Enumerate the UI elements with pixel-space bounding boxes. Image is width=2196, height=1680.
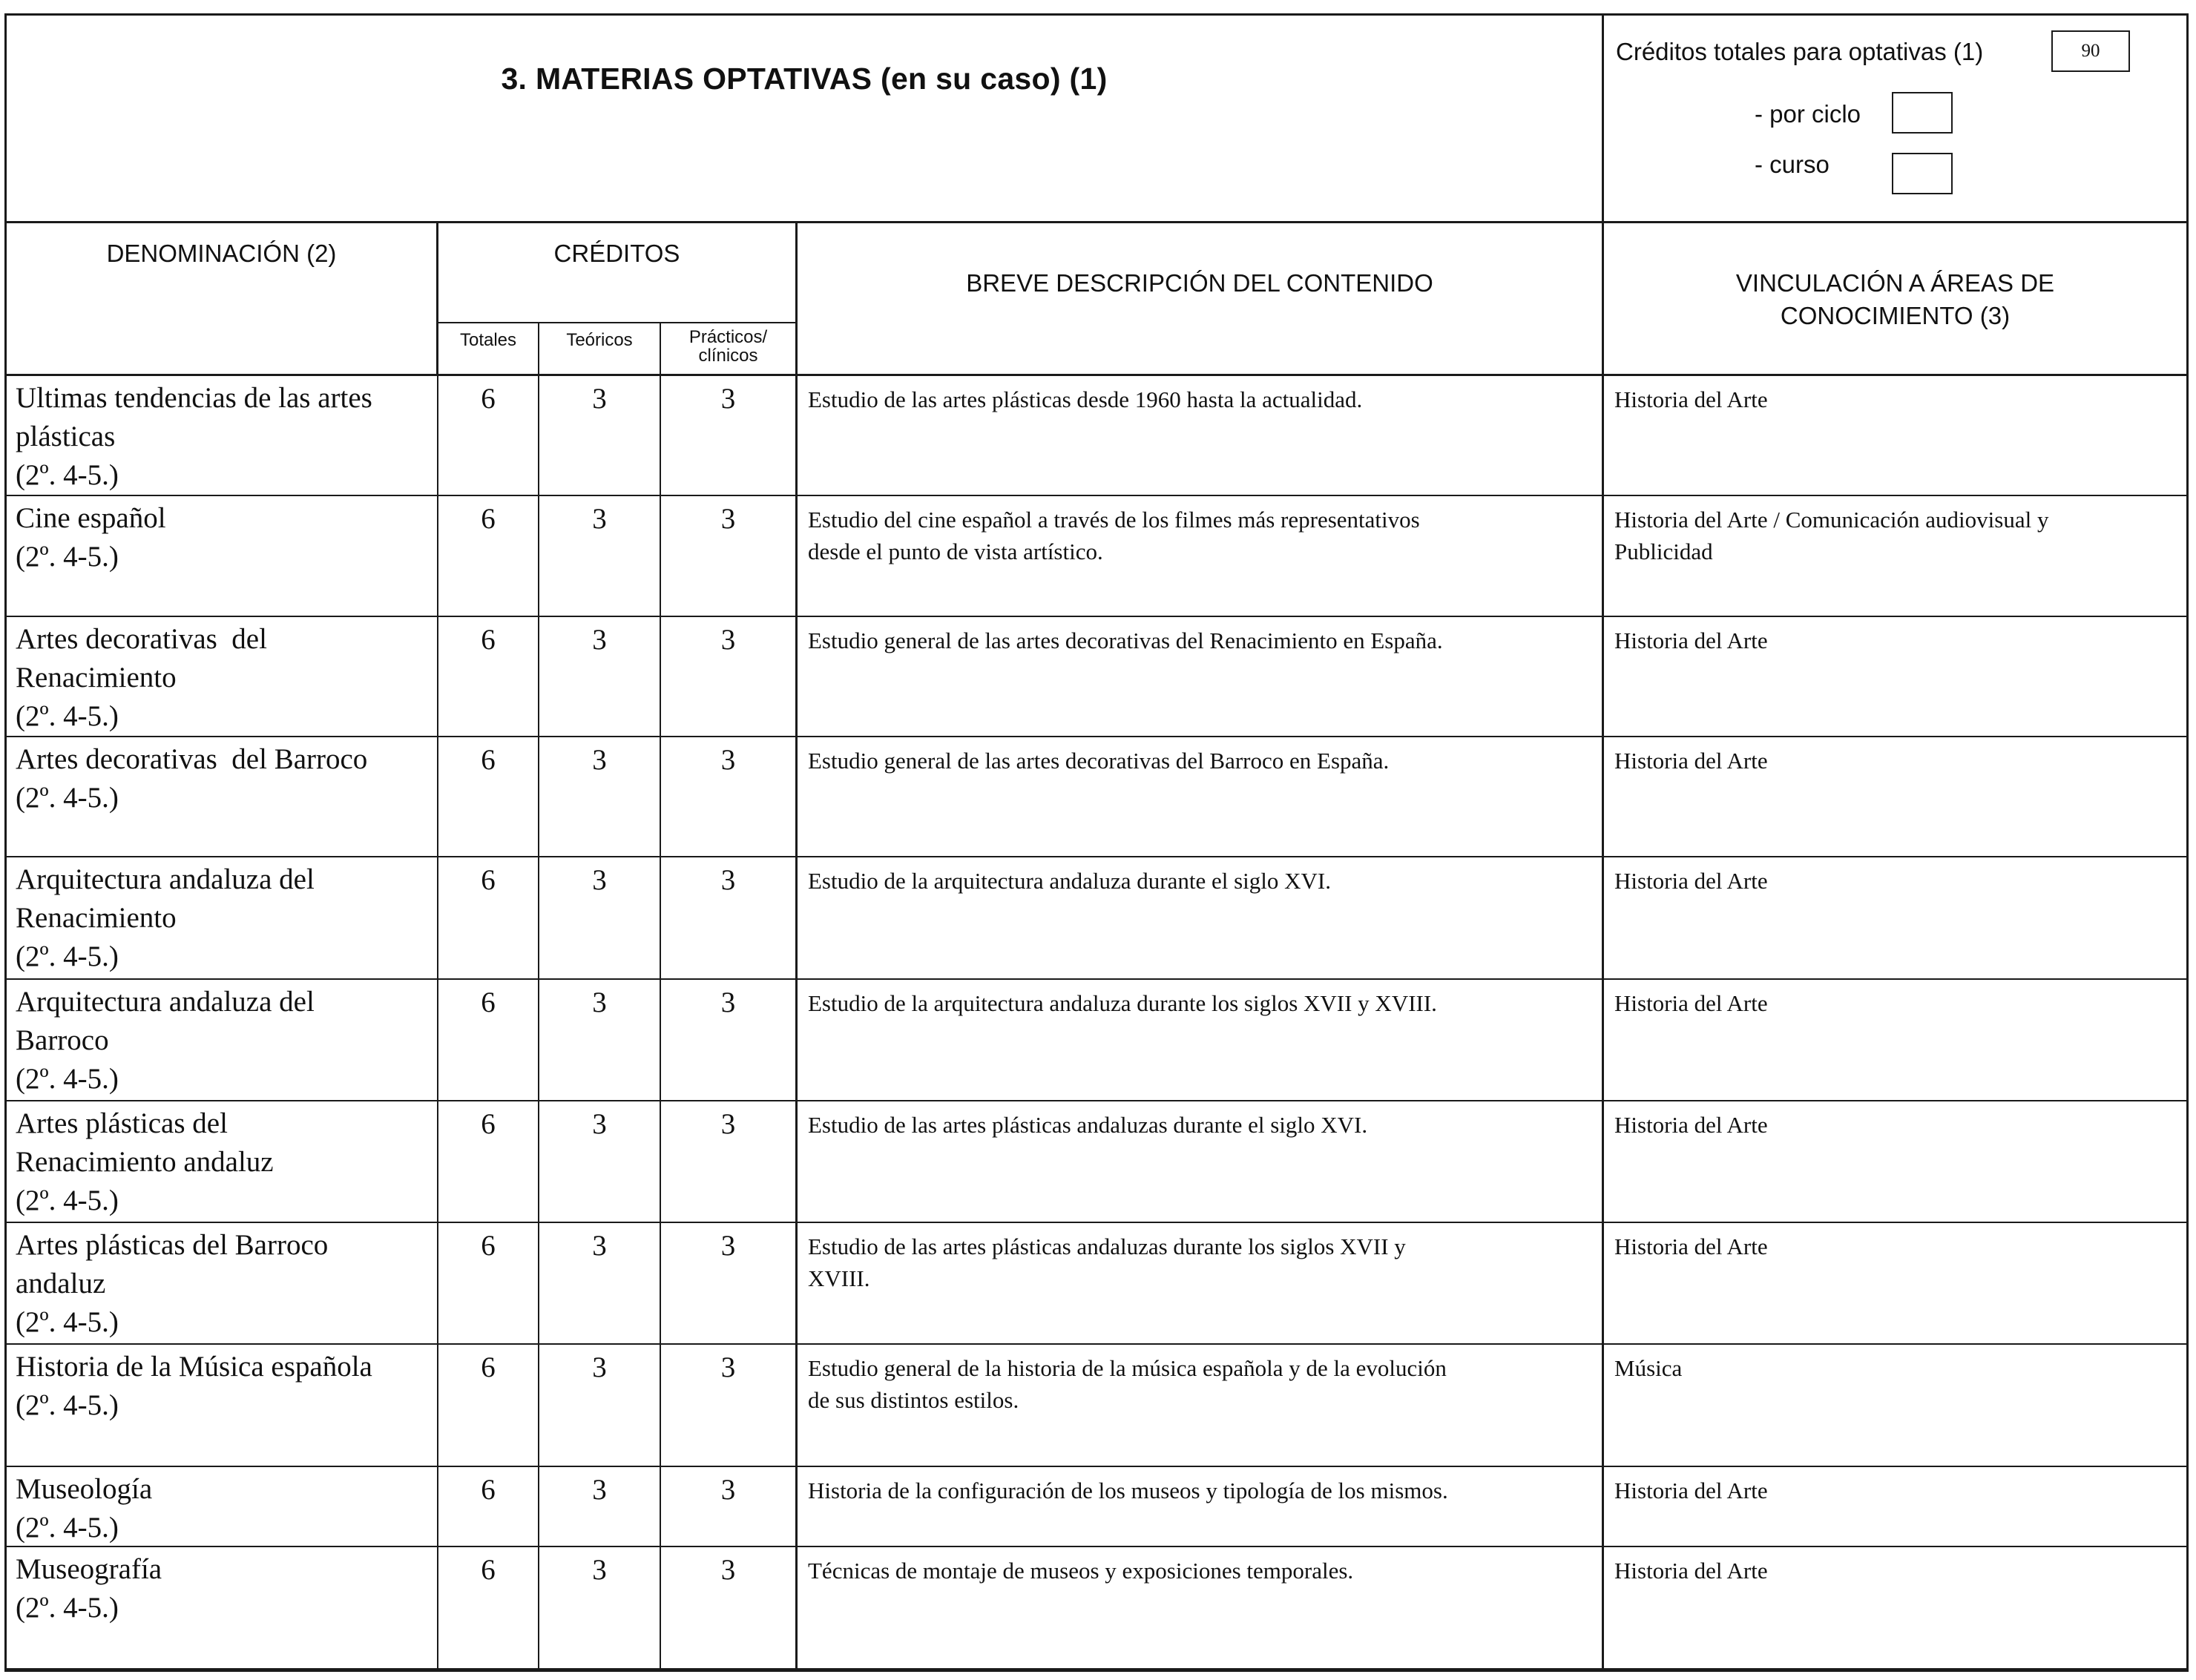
descripcion-line: Estudio de la arquitectura andaluza durante los siglos XVII y XVIII. [808, 990, 1437, 1016]
optativas-form [4, 13, 2189, 1672]
header-vinculacion-line2: CONOCIMIENTO (3) [1780, 302, 2011, 329]
header-descripcion-label: BREVE DESCRIPCIÓN DEL CONTENIDO [966, 269, 1433, 297]
descripcion-cell [798, 496, 1604, 616]
table-row [7, 376, 2186, 496]
per-course-box [1892, 153, 1953, 194]
teoricos-value: 3 [592, 383, 607, 415]
descripcion-cell [798, 376, 1604, 495]
denominacion-line: (2º. 4-5.) [16, 1185, 119, 1216]
area-cell [1604, 1101, 2186, 1222]
teoricos-value: 3 [592, 744, 607, 776]
practicos-value: 3 [720, 1474, 736, 1506]
descripcion-line: Historia de la configuración de los museos y tipología de los mismos. [808, 1478, 1448, 1503]
descripcion-cell [798, 1467, 1604, 1546]
header-creditos [438, 223, 798, 322]
table-row [7, 1223, 2186, 1345]
denominacion-line: Artes decorativas del Barroco [16, 743, 368, 775]
practicos-cell [661, 1547, 798, 1668]
totales-cell [438, 737, 539, 856]
teoricos-cell [539, 617, 661, 736]
practicos-cell [661, 1467, 798, 1546]
totales-value: 6 [481, 744, 496, 776]
teoricos-cell [539, 1223, 661, 1343]
totales-cell [438, 1345, 539, 1466]
denominacion-line: andaluz [16, 1268, 106, 1299]
denominacion-line: (2º. 4-5.) [16, 782, 119, 814]
practicos-cell [661, 1101, 798, 1222]
table-row [7, 1345, 2186, 1467]
descripcion-cell [798, 1547, 1604, 1668]
practicos-cell [661, 737, 798, 856]
descripcion-line: Estudio general de la historia de la música española y de la evolución [808, 1355, 1447, 1381]
denominacion-cell [7, 496, 438, 616]
denominacion-line: (2º. 4-5.) [16, 941, 119, 972]
descripcion-line: Estudio de la arquitectura andaluza durante el siglo XVI. [808, 868, 1331, 894]
practicos-cell [661, 617, 798, 736]
teoricos-cell [539, 857, 661, 978]
denominacion-cell [7, 617, 438, 736]
denominacion-line: (2º. 4-5.) [16, 1389, 119, 1421]
area-line: Historia del Arte [1614, 1558, 1768, 1584]
area-line: Historia del Arte [1614, 627, 1768, 653]
denominacion-line: (2º. 4-5.) [16, 1063, 119, 1095]
descripcion-line: Estudio de las artes plásticas desde 1960 hasta la actualidad. [808, 386, 1363, 412]
totales-value: 6 [481, 986, 496, 1018]
denominacion-line: Renacimiento [16, 902, 177, 934]
denominacion-line: Historia de la Música española [16, 1351, 372, 1383]
practicos-value: 3 [720, 864, 736, 896]
descripcion-line: Técnicas de montaje de museos y exposiciones temporales. [808, 1558, 1354, 1584]
area-line: Historia del Arte [1614, 990, 1768, 1016]
title-block [7, 16, 1604, 223]
denominacion-cell [7, 1547, 438, 1668]
total-credits-box [2051, 30, 2130, 72]
denominacion-cell [7, 1467, 438, 1546]
practicos-value: 3 [720, 1554, 736, 1586]
credits-summary [1604, 16, 2186, 223]
denominacion-cell [7, 857, 438, 978]
area-line: Historia del Arte [1614, 868, 1768, 894]
header-vinculacion [1604, 223, 2186, 376]
practicos-value: 3 [720, 1230, 736, 1262]
area-cell [1604, 1223, 2186, 1343]
total-credits-value: 90 [2081, 41, 2100, 61]
area-cell [1604, 1467, 2186, 1546]
denominacion-cell [7, 980, 438, 1100]
denominacion-line: Artes decorativas del [16, 623, 267, 655]
denominacion-line: Ultimas tendencias de las artes [16, 382, 372, 414]
practicos-value: 3 [720, 503, 736, 535]
practicos-cell [661, 496, 798, 616]
table-row [7, 1547, 2186, 1670]
denominacion-cell [7, 737, 438, 856]
practicos-value: 3 [720, 986, 736, 1018]
area-cell [1604, 617, 2186, 736]
totales-cell [438, 376, 539, 495]
descripcion-line: XVIII. [808, 1265, 870, 1291]
teoricos-value: 3 [592, 1108, 607, 1140]
header-practicos [661, 322, 798, 376]
totales-value: 6 [481, 1230, 496, 1262]
totales-cell [438, 1467, 539, 1546]
descripcion-cell [798, 1345, 1604, 1466]
totales-cell [438, 1547, 539, 1668]
teoricos-value: 3 [592, 1230, 607, 1262]
denominacion-line: Artes plásticas del [16, 1107, 228, 1139]
practicos-value: 3 [720, 624, 736, 656]
area-line: Historia del Arte [1614, 1233, 1768, 1259]
practicos-value: 3 [720, 383, 736, 415]
teoricos-value: 3 [592, 1554, 607, 1586]
total-credits-label: Créditos totales para optativas (1) [1616, 38, 1984, 65]
descripcion-line: Estudio general de las artes decorativas del Renacimiento en España. [808, 627, 1443, 653]
teoricos-cell [539, 1547, 661, 1668]
totales-cell [438, 1223, 539, 1343]
totales-cell [438, 617, 539, 736]
header-denominacion-label: DENOMINACIÓN (2) [106, 240, 337, 267]
area-line: Historia del Arte [1614, 386, 1768, 412]
totales-value: 6 [481, 1474, 496, 1506]
totales-value: 6 [481, 383, 496, 415]
header-practicos-line1: Prácticos/ [688, 327, 768, 347]
header-teoricos [539, 322, 661, 376]
teoricos-cell [539, 1467, 661, 1546]
area-cell [1604, 737, 2186, 856]
denominacion-cell [7, 1223, 438, 1343]
descripcion-line: Estudio del cine español a través de los filmes más representativos [808, 507, 1420, 533]
header-totales-label: Totales [459, 330, 517, 350]
denominacion-cell [7, 1101, 438, 1222]
area-line: Publicidad [1614, 538, 1713, 564]
teoricos-cell [539, 376, 661, 495]
descripcion-cell [798, 737, 1604, 856]
denominacion-line: (2º. 4-5.) [16, 1592, 119, 1624]
totales-cell [438, 1101, 539, 1222]
table-row [7, 980, 2186, 1101]
totales-value: 6 [481, 624, 496, 656]
per-course-label: - curso [1755, 151, 1830, 178]
denominacion-line: Arquitectura andaluza del [16, 986, 315, 1018]
totales-cell [438, 496, 539, 616]
table-row [7, 1467, 2186, 1547]
denominacion-line: Barroco [16, 1024, 109, 1056]
table-row [7, 857, 2186, 980]
totales-value: 6 [481, 1351, 496, 1383]
area-cell [1604, 980, 2186, 1100]
teoricos-cell [539, 737, 661, 856]
practicos-value: 3 [720, 744, 736, 776]
practicos-cell [661, 857, 798, 978]
header-vinculacion-line1: VINCULACIÓN A ÁREAS DE [1735, 269, 2055, 297]
area-line: Música [1614, 1355, 1683, 1381]
teoricos-value: 3 [592, 503, 607, 535]
header-creditos-label: CRÉDITOS [553, 240, 680, 267]
denominacion-line: Arquitectura andaluza del [16, 863, 315, 895]
table-row [7, 617, 2186, 737]
totales-value: 6 [481, 503, 496, 535]
totales-cell [438, 980, 539, 1100]
teoricos-cell [539, 980, 661, 1100]
practicos-cell [661, 980, 798, 1100]
totales-cell [438, 857, 539, 978]
teoricos-cell [539, 1101, 661, 1222]
teoricos-value: 3 [592, 1351, 607, 1383]
denominacion-line: (2º. 4-5.) [16, 459, 119, 491]
denominacion-line: Artes plásticas del Barroco [16, 1229, 329, 1261]
area-cell [1604, 857, 2186, 978]
table-row [7, 496, 2186, 617]
area-cell [1604, 376, 2186, 495]
teoricos-cell [539, 1345, 661, 1466]
area-line: Historia del Arte [1614, 1112, 1768, 1138]
area-line: Historia del Arte [1614, 748, 1768, 774]
denominacion-line: Museografía [16, 1553, 162, 1585]
area-cell [1604, 496, 2186, 616]
header-totales [438, 322, 539, 376]
practicos-cell [661, 1223, 798, 1343]
denominacion-line: Renacimiento andaluz [16, 1146, 274, 1178]
descripcion-cell [798, 1223, 1604, 1343]
descripcion-cell [798, 857, 1604, 978]
totales-value: 6 [481, 1108, 496, 1140]
per-cycle-label: - por ciclo [1755, 100, 1861, 128]
denominacion-line: Cine español [16, 502, 166, 534]
area-cell [1604, 1547, 2186, 1668]
denominacion-line: Museología [16, 1473, 153, 1505]
descripcion-cell [798, 1101, 1604, 1222]
denominacion-line: (2º. 4-5.) [16, 541, 119, 573]
practicos-cell [661, 376, 798, 495]
header-descripcion [798, 223, 1604, 376]
denominacion-line: (2º. 4-5.) [16, 1512, 119, 1544]
descripcion-line: desde el punto de vista artístico. [808, 538, 1103, 564]
practicos-value: 3 [720, 1351, 736, 1383]
area-cell [1604, 1345, 2186, 1466]
area-line: Historia del Arte [1614, 1478, 1768, 1503]
descripcion-cell [798, 617, 1604, 736]
totales-value: 6 [481, 1554, 496, 1586]
denominacion-line: plásticas [16, 421, 116, 452]
totales-value: 6 [481, 864, 496, 896]
teoricos-value: 3 [592, 624, 607, 656]
descripcion-line: Estudio de las artes plásticas andaluzas durante los siglos XVII y [808, 1233, 1406, 1259]
header-practicos-line2: clínicos [698, 346, 758, 366]
denominacion-line: (2º. 4-5.) [16, 700, 119, 732]
area-line: Historia del Arte / Comunicación audiovisual y [1614, 507, 2049, 533]
descripcion-line: de sus distintos estilos. [808, 1387, 1019, 1413]
denominacion-cell [7, 376, 438, 495]
practicos-value: 3 [720, 1108, 736, 1140]
teoricos-cell [539, 496, 661, 616]
teoricos-value: 3 [592, 864, 607, 896]
denominacion-line: (2º. 4-5.) [16, 1306, 119, 1338]
table-row [7, 1101, 2186, 1223]
header-teoricos-label: Teóricos [566, 330, 633, 350]
practicos-cell [661, 1345, 798, 1466]
teoricos-value: 3 [592, 1474, 607, 1506]
descripcion-line: Estudio de las artes plásticas andaluzas durante el siglo XVI. [808, 1112, 1368, 1138]
section-title: 3. MATERIAS OPTATIVAS (en su caso) (1) [501, 62, 1108, 96]
header-denominacion [7, 223, 438, 376]
descripcion-cell [798, 980, 1604, 1100]
denominacion-cell [7, 1345, 438, 1466]
table-row [7, 737, 2186, 857]
per-cycle-box [1892, 92, 1953, 134]
teoricos-value: 3 [592, 986, 607, 1018]
denominacion-line: Renacimiento [16, 662, 177, 694]
descripcion-line: Estudio general de las artes decorativas del Barroco en España. [808, 748, 1390, 774]
